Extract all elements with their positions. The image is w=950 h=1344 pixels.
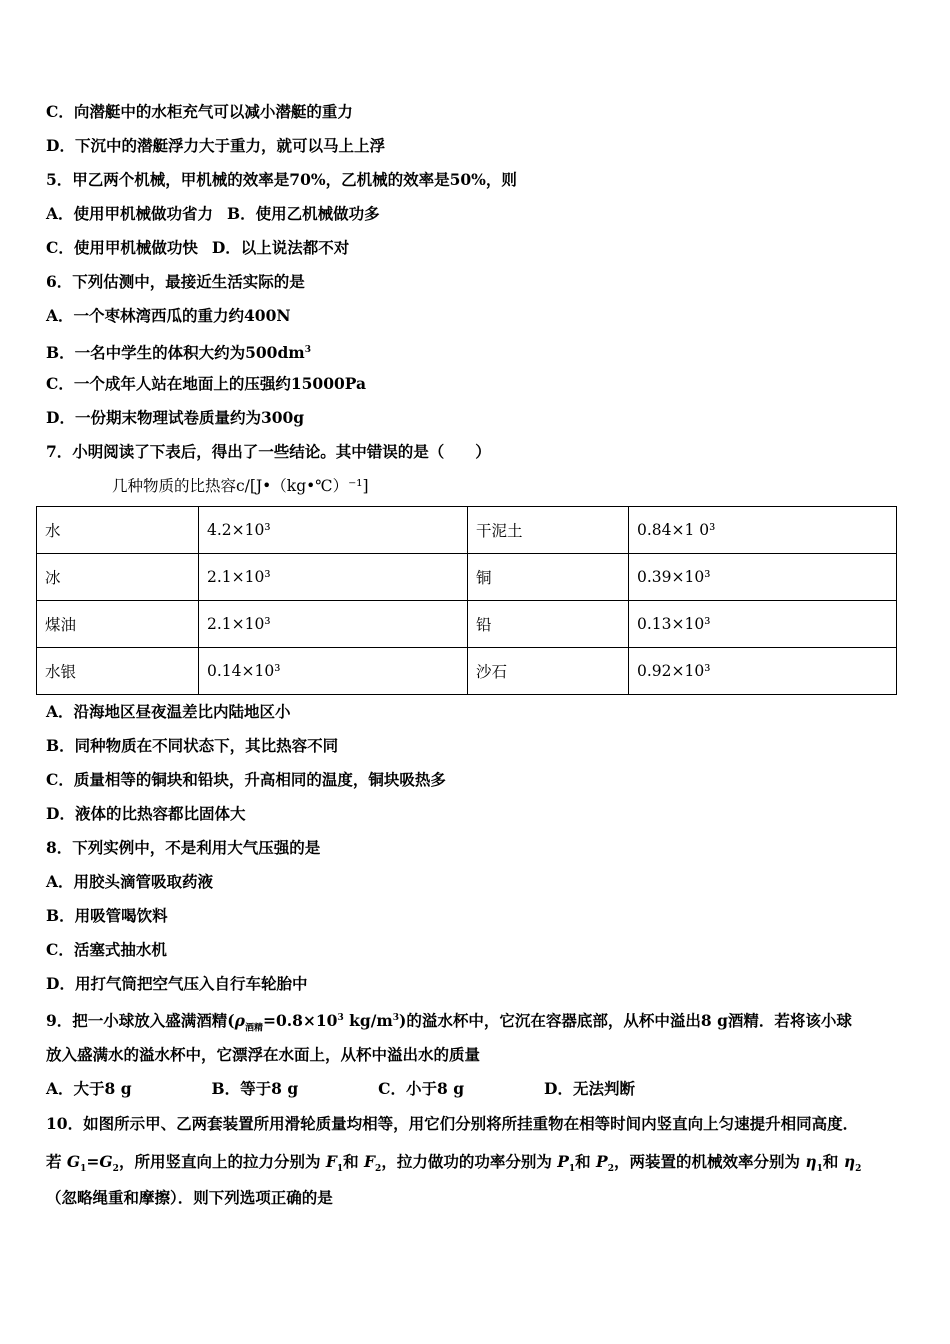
- q9-option-a: A．大于8 g: [46, 1079, 132, 1098]
- subscript: 2: [855, 1164, 862, 1175]
- subscript: 1: [816, 1164, 823, 1175]
- table-cell: 水银: [37, 648, 199, 695]
- q7-option-b: B．同种物质在不同状态下，其比热容不同: [46, 736, 339, 755]
- table-cell: 0.92×10³: [629, 648, 897, 695]
- table-cell: 4.2×10³: [199, 507, 468, 554]
- subscript: 1: [336, 1164, 344, 1175]
- symbol-g: G: [66, 1152, 81, 1171]
- q5-option-d: D．以上说法都不对: [211, 238, 350, 257]
- q6-option-b-text: B．一名中学生的体积大约为500dm: [46, 343, 305, 363]
- q10-text-part: ，拉力做功的功率分别为: [381, 1152, 558, 1171]
- table-row: [37, 554, 897, 601]
- q7-option-c: C．质量相等的铜块和铅块，升高相同的温度，铜块吸热多: [46, 770, 446, 789]
- q9-stem-line2: 放入盛满水的溢水杯中，它漂浮在水面上，从杯中溢出水的质量: [46, 1045, 481, 1064]
- table-cell: 干泥土: [468, 507, 629, 554]
- q4-option-c: C．向潜艇中的水柜充气可以减小潜艇的重力: [46, 102, 353, 121]
- q7-option-a: A．沿海地区昼夜温差比内陆地区小: [46, 702, 291, 721]
- subscript: 2: [607, 1164, 614, 1175]
- q7-option-d: D．液体的比热容都比固体大: [46, 804, 246, 823]
- symbol-f: F: [325, 1152, 337, 1171]
- table-row: [37, 601, 897, 648]
- table-cell: 2.1×10³: [199, 601, 468, 648]
- symbol-eta: η: [843, 1152, 856, 1171]
- q9-text-part: =0.8×10: [262, 1011, 338, 1031]
- q10-text-part: 和: [822, 1152, 844, 1171]
- symbol-p: P: [596, 1152, 608, 1171]
- q7-stem: 7．小明阅读了下表后，得出了一些结论。其中错误的是（ ）: [46, 442, 491, 461]
- q9-stem-line1: [46, 1008, 852, 1038]
- q10-text-part: ，所用竖直向上的拉力分别为: [118, 1152, 326, 1171]
- equals: =: [86, 1152, 100, 1171]
- symbol-p: P: [557, 1152, 569, 1171]
- rho-subscript: 酒精: [244, 1023, 263, 1034]
- q9-option-b: B．等于8 g: [211, 1079, 299, 1098]
- q5-options-ab: [46, 204, 380, 224]
- table-cell: 0.14×10³: [199, 648, 468, 695]
- table-cell: 煤油: [37, 601, 199, 648]
- q6-stem: 6．下列估测中，最接近生活实际的是: [46, 272, 305, 291]
- q6-option-d: D．一份期末物理试卷质量约为300g: [46, 408, 305, 427]
- q8-option-b: B．用吸管喝饮料: [46, 906, 168, 925]
- q4-option-d: D．下沉中的潜艇浮力大于重力，就可以马上上浮: [46, 136, 385, 155]
- subscript: 1: [568, 1164, 576, 1175]
- table-cell: 铅: [468, 601, 629, 648]
- table-cell: 0.39×10³: [629, 554, 897, 601]
- q10-text-part: 若: [46, 1152, 67, 1171]
- q9-options: [46, 1079, 635, 1099]
- table-cell: 2.1×10³: [199, 554, 468, 601]
- specific-heat-table: [36, 506, 897, 695]
- q5-stem: 5．甲乙两个机械，甲机械的效率是70%，乙机械的效率是50%，则: [46, 170, 517, 189]
- subscript: 1: [80, 1164, 87, 1175]
- q5-options-cd: [46, 238, 349, 258]
- q9-option-c: C．小于8 g: [378, 1079, 465, 1098]
- q9-text-part: 9．把一小球放入盛满酒精(: [46, 1011, 235, 1031]
- table-cell: 铜: [468, 554, 629, 601]
- symbol-g: G: [99, 1152, 113, 1171]
- q10-text-part: 和: [343, 1152, 365, 1171]
- q9-exponent: 3: [337, 1013, 344, 1023]
- subscript: 2: [375, 1164, 382, 1175]
- table-cell: 0.84×1 0³: [629, 507, 897, 554]
- table-cell: 0.13×10³: [629, 601, 897, 648]
- q6-option-c: C．一个成年人站在地面上的压强约15000Pa: [46, 374, 367, 393]
- q8-option-d: D．用打气筒把空气压入自行车轮胎中: [46, 974, 308, 993]
- q9-text-part: kg/m: [343, 1011, 393, 1031]
- q10-stem-line1: 10．如图所示甲、乙两套装置所用滑轮质量均相等，用它们分别将所挂重物在相等时间内竖直向上匀速提升相同高度．: [46, 1114, 859, 1133]
- table-cell: 沙石: [468, 648, 629, 695]
- table-cell: 水: [37, 507, 199, 554]
- q6-option-b: [46, 340, 311, 363]
- symbol-f: F: [364, 1152, 376, 1171]
- q7-table-caption: 几种物质的比热容c/[J•（kg•℃）⁻¹]: [112, 477, 369, 495]
- table-row: [37, 507, 897, 554]
- subscript: 2: [112, 1164, 119, 1175]
- q6-option-a: A．一个枣林湾西瓜的重力约400N: [46, 306, 291, 325]
- q10-stem-line3: （忽略绳重和摩擦）．则下列选项正确的是: [46, 1188, 333, 1207]
- q10-stem-line2: [46, 1152, 861, 1179]
- symbol-eta: η: [805, 1152, 817, 1171]
- q9-exponent: 3: [392, 1013, 400, 1023]
- q8-stem: 8．下列实例中，不是利用大气压强的是: [46, 838, 321, 857]
- q5-option-c: C．使用甲机械做功快: [46, 238, 198, 257]
- q10-text-part: 和: [575, 1152, 597, 1171]
- q8-option-a: A．用胶头滴管吸取药液: [46, 872, 214, 891]
- table-cell: 冰: [37, 554, 199, 601]
- rho-symbol: ρ: [234, 1011, 245, 1031]
- q6-option-b-exponent: 3: [304, 345, 311, 355]
- q8-option-c: C．活塞式抽水机: [46, 940, 167, 959]
- q5-option-a: A．使用甲机械做功省力: [46, 204, 214, 223]
- q9-text-part: )的溢水杯中，它沉在容器底部，从杯中溢出8 g酒精．若将该小球: [399, 1011, 852, 1031]
- table-row: [37, 648, 897, 695]
- q5-option-b: B．使用乙机械做功多: [227, 204, 380, 223]
- q9-option-d: D．无法判断: [544, 1079, 635, 1098]
- q10-text-part: ，两装置的机械效率分别为: [613, 1152, 806, 1171]
